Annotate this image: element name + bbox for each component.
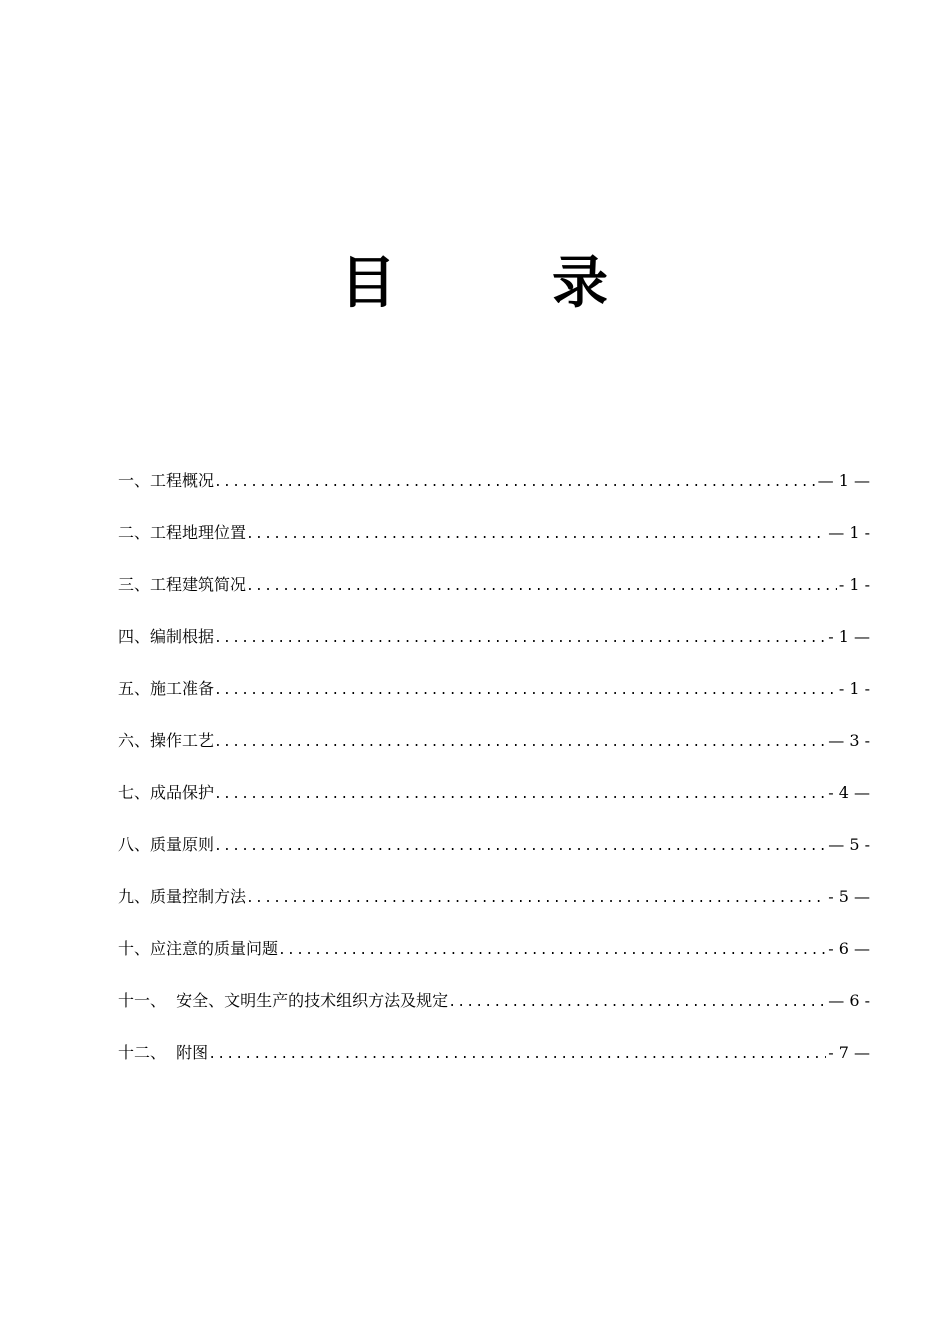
toc-entry[interactable] xyxy=(118,468,870,520)
toc-entry[interactable] xyxy=(118,832,870,884)
toc-dot-leader xyxy=(208,1042,826,1068)
toc-entry[interactable] xyxy=(118,728,870,780)
toc-entry-label: 九、质量控制方法 xyxy=(118,887,247,906)
toc-entry-page: - 4 — xyxy=(828,783,870,802)
toc-entry[interactable] xyxy=(118,572,870,624)
toc-entry-label: 六、操作工艺 xyxy=(118,731,215,750)
toc-entry-page: - 1 — xyxy=(828,627,870,646)
toc-entry-label: 四、编制根据 xyxy=(118,627,215,646)
toc-entry-page: — 6 - xyxy=(828,991,870,1010)
toc-dot-leader xyxy=(214,730,826,756)
toc-dot-leader xyxy=(214,678,837,704)
toc-dot-leader xyxy=(246,886,826,912)
toc-entry-page: — 5 - xyxy=(828,835,870,854)
toc-dot-leader xyxy=(278,938,826,964)
toc-entry-label: 五、施工准备 xyxy=(118,679,215,698)
toc-entry[interactable] xyxy=(118,624,870,676)
toc-entry-label: 七、成品保护 xyxy=(118,783,215,802)
toc-entry-page: — 3 - xyxy=(828,731,870,750)
toc-entry-label: 十、应注意的质量问题 xyxy=(118,939,279,958)
toc-dot-leader xyxy=(214,626,826,652)
toc-entry[interactable] xyxy=(118,1040,870,1092)
toc-dot-leader xyxy=(214,470,816,496)
toc-entry-label: 十一、 安全、文明生产的技术组织方法及规定 xyxy=(118,991,449,1010)
toc-entry[interactable] xyxy=(118,780,870,832)
toc-dot-leader xyxy=(214,782,826,808)
toc-entry-label: 八、质量原则 xyxy=(118,835,215,854)
toc-entry-label: 一、工程概况 xyxy=(118,471,215,490)
toc-entry[interactable] xyxy=(118,676,870,728)
toc-entry-page: — 1 — xyxy=(817,471,870,490)
page-title: 目 录 xyxy=(340,251,658,316)
toc-entry[interactable] xyxy=(118,988,870,1040)
toc-entry-page: - 6 — xyxy=(828,939,870,958)
toc-entry[interactable] xyxy=(118,520,870,572)
toc-entry-label: 十二、 附图 xyxy=(118,1043,209,1062)
toc-dot-leader xyxy=(214,834,826,860)
toc-entry-page: - 1 - xyxy=(838,575,870,594)
toc-entry[interactable] xyxy=(118,884,870,936)
toc-entry-page: - 5 — xyxy=(828,887,870,906)
table-of-contents xyxy=(118,468,870,1092)
toc-entry-page: — 1 - xyxy=(828,523,870,542)
toc-entry-page: - 7 — xyxy=(828,1043,870,1062)
toc-entry-label: 三、工程建筑简况 xyxy=(118,575,247,594)
toc-dot-leader xyxy=(448,990,826,1016)
toc-entry[interactable] xyxy=(118,936,870,988)
toc-entry-label: 二、工程地理位置 xyxy=(118,523,247,542)
toc-entry-page: - 1 - xyxy=(838,679,870,698)
toc-dot-leader xyxy=(246,574,837,600)
toc-dot-leader xyxy=(246,522,826,548)
